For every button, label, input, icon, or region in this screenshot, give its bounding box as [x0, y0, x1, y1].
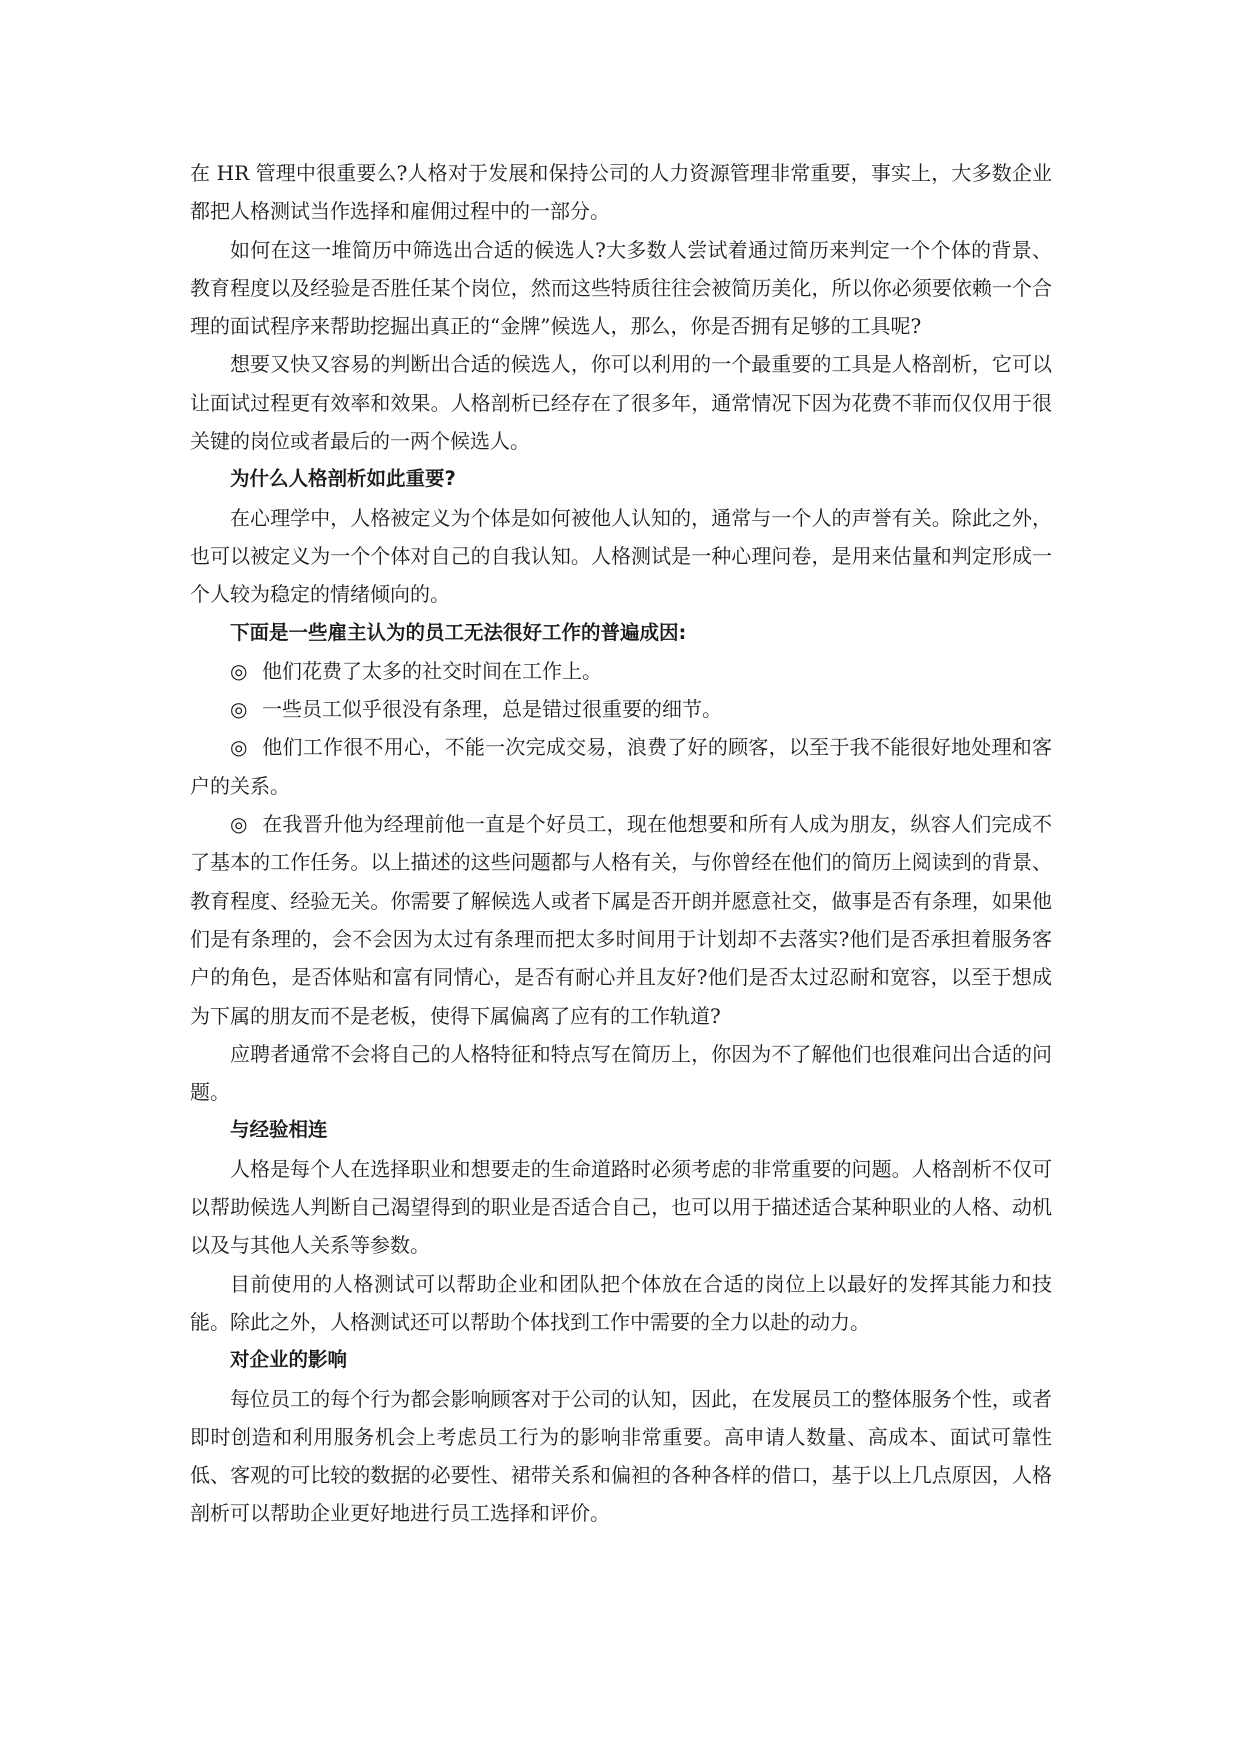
list-item [190, 728, 1052, 805]
list-item-text: 他们工作很不用心，不能一次完成交易，浪费了好的顾客，以至于我不能很好地处理和客户的关系。 [190, 735, 1052, 798]
list-item [190, 805, 1052, 1035]
bullet-icon: ◎ [230, 697, 248, 722]
paragraph-definition: 在心理学中，人格被定义为个体是如何被他人认知的，通常与一个人的声誉有关。除此之外，也可以被定义为一个个体对自己的自我认知。人格测试是一种心理问卷，是用来估量和判定形成一个人较为稳定的情绪倾向的。 [190, 505, 1052, 607]
list-item-text: 一些员工似乎很没有条理，总是错过很重要的细节。 [262, 697, 722, 722]
section-heading-causes: 下面是一些雇主认为的员工无法很好工作的普遍成因: [230, 620, 687, 644]
list-item [190, 652, 1052, 690]
bullet-icon: ◎ [230, 735, 248, 760]
section-heading-importance: 为什么人格剖析如此重要? [230, 467, 456, 491]
section-heading-business-impact: 对企业的影响 [230, 1348, 348, 1372]
list-item [190, 690, 1052, 728]
paragraph-service: 每位员工的每个行为都会影响顾客对于公司的认知，因此，在发展员工的整体服务个性，或者即时创造和利用服务机会上考虑员工行为的影响非常重要。高申请人数量、高成本、面试可靠性低、客观的可比较的数据的必要性、裙带关系和偏袒的各种各样的借口，基于以上几点原因，人格剖析可以帮助企业更好地进行员工选择和评价。 [190, 1386, 1052, 1526]
bullet-icon: ◎ [230, 812, 248, 837]
paragraph-career: 人格是每个人在选择职业和想要走的生命道路时必须考虑的非常重要的问题。人格剖析不仅可以帮助候选人判断自己渴望得到的职业是否适合自己，也可以用于描述适合某种职业的人格、动机以及与其他人关系等参数。 [190, 1156, 1052, 1258]
paragraph-applicants: 应聘者通常不会将自己的人格特征和特点写在简历上，你因为不了解他们也很难问出合适的问题。 [190, 1041, 1052, 1105]
list-item-text: 在我晋升他为经理前他一直是个好员工，现在他想要和所有人成为朋友，纵容人们完成不了基本的工作任务。以上描述的这些问题都与人格有关，与你曾经在他们的简历上阅读到的背景、教育程度、经验无关。你需要了解候选人或者下属是否开朗并愿意社交，做事是否有条理，如果他们是有条理的，会不会因为太过有条理而把太多时间用于计划却不去落实?他们是否承担着服务客户的角色，是否体贴和富有同情心，是否有耐心并且友好?他们是否太过忍耐和宽容，以至于想成为下属的朋友而不是老板，使得下属偏离了应有的工作轨道? [190, 812, 1052, 1028]
list-item-text: 他们花费了太多的社交时间在工作上。 [262, 658, 602, 683]
paragraph-screening: 如何在这一堆简历中筛选出合适的候选人?大多数人尝试着通过简历来判定一个个体的背景、教育程度以及经验是否胜任某个岗位，然而这些特质往往会被简历美化，所以你必须要依赖一个合理的面试程序来帮助挖掘出真正的“金牌”候选人，那么，你是否拥有足够的工具呢? [190, 237, 1052, 339]
section-heading-experience: 与经验相连 [230, 1118, 328, 1142]
paragraph-intro: 在 HR 管理中很重要么?人格对于发展和保持公司的人力资源管理非常重要，事实上，大多数企业都把人格测试当作选择和雇佣过程中的一部分。 [190, 161, 1052, 224]
document-body [190, 154, 1052, 1533]
paragraph-tests: 目前使用的人格测试可以帮助企业和团队把个体放在合适的岗位上以最好的发挥其能力和技能。除此之外，人格测试还可以帮助个体找到工作中需要的全力以赴的动力。 [190, 1271, 1052, 1334]
paragraph-personality-profile: 想要又快又容易的判断出合适的候选人，你可以利用的一个最重要的工具是人格剖析，它可以让面试过程更有效率和效果。人格剖析已经存在了很多年，通常情况下因为花费不菲而仅仅用于很关键的岗位或者最后的一两个候选人。 [190, 352, 1052, 454]
bullet-icon: ◎ [230, 658, 248, 683]
